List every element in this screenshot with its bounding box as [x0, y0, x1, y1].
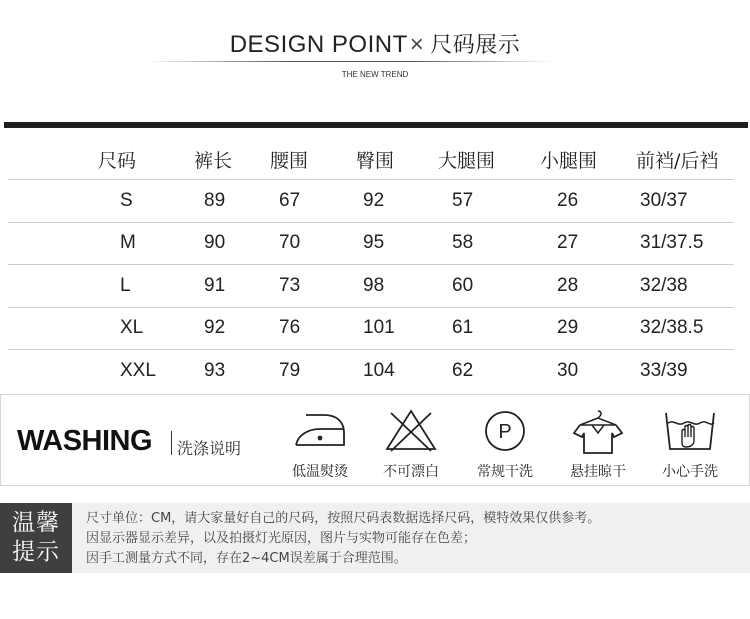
cell-hip: 95 [363, 232, 385, 254]
cell-rise: 32/38 [640, 274, 688, 296]
table-row [8, 180, 734, 223]
cell-length: 92 [204, 317, 226, 339]
cell-calf: 27 [557, 232, 579, 254]
header-waist: 腰围 [270, 150, 309, 172]
cell-hip: 101 [363, 317, 395, 339]
washing-divider [171, 431, 172, 455]
table-row [8, 308, 734, 351]
header-thigh: 大腿围 [438, 150, 496, 172]
tips-text [86, 509, 600, 569]
table-header-row [8, 140, 734, 180]
wash-item-dryclean [467, 403, 543, 483]
cell-thigh: 60 [452, 274, 474, 296]
cell-size: L [120, 274, 131, 296]
table-row [8, 265, 734, 308]
header-length: 裤长 [194, 150, 233, 172]
cell-calf: 28 [557, 274, 579, 296]
cell-rise: 30/37 [640, 189, 688, 211]
page-title [0, 28, 750, 59]
wash-label-hang: 悬挂晾干 [570, 464, 626, 480]
cell-hip: 98 [363, 274, 385, 296]
svg-text:P: P [498, 421, 512, 443]
title-separator: × [409, 31, 425, 58]
hand-wash-icon [662, 407, 718, 455]
cell-size: M [120, 232, 136, 254]
tips-line: 尺寸单位：CM，请大家量好自己的尺码，按照尺码表数据选择尺码，模特效果仅供参考。 [86, 511, 601, 526]
cell-size: S [120, 189, 133, 211]
page-header [0, 0, 750, 120]
cell-thigh: 58 [452, 232, 474, 254]
cell-calf: 26 [557, 189, 579, 211]
cell-rise: 32/38.5 [640, 317, 704, 339]
no-bleach-icon [383, 407, 439, 453]
tips-line: 因显示器显示差异，以及拍摄灯光原因，图片与实物可能存在色差； [86, 531, 477, 546]
wash-item-iron [282, 403, 358, 483]
page-subtitle: THE NEW TREND [341, 70, 409, 79]
cell-rise: 33/39 [640, 360, 688, 382]
wash-item-bleach [373, 403, 449, 483]
washing-instructions-panel [0, 394, 750, 486]
cell-calf: 30 [557, 360, 579, 382]
wash-item-hang [560, 403, 636, 483]
tips-label [0, 503, 72, 573]
header-hip: 臀围 [356, 150, 395, 172]
header-rise: 前裆/后裆 [636, 150, 719, 172]
cell-thigh: 62 [452, 360, 474, 382]
cell-length: 93 [204, 360, 226, 382]
wash-item-handwash [652, 403, 728, 483]
cell-rise: 31/37.5 [640, 232, 704, 254]
tips-section [0, 503, 750, 573]
cell-size: XXL [120, 360, 156, 382]
cell-thigh: 61 [452, 317, 474, 339]
cell-waist: 67 [279, 189, 301, 211]
size-chart-table [8, 140, 734, 393]
title-chinese: 尺码展示 [430, 33, 521, 58]
wash-label-iron: 低温熨烫 [292, 464, 348, 480]
washing-title: WASHING [17, 425, 153, 457]
header-divider-bar [4, 122, 748, 128]
wash-label-dryclean: 常规干洗 [477, 464, 533, 480]
hang-dry-icon [570, 407, 626, 455]
cell-size: XL [120, 317, 144, 339]
cell-length: 89 [204, 189, 226, 211]
cell-length: 90 [204, 232, 226, 254]
tips-line: 因手工测量方式不同，存在2~4CM误差属于合理范围。 [86, 551, 407, 566]
cell-thigh: 57 [452, 189, 474, 211]
title-underline [145, 61, 555, 62]
table-row [8, 223, 734, 266]
cell-waist: 73 [279, 274, 301, 296]
wash-label-bleach: 不可漂白 [383, 464, 439, 480]
iron-low-temp-icon [290, 407, 350, 451]
tips-label-line1: 温馨 [12, 510, 60, 536]
cell-waist: 79 [279, 360, 301, 382]
title-english: DESIGN POINT [229, 31, 408, 58]
dry-clean-p-icon [481, 407, 529, 453]
header-size: 尺码 [98, 150, 137, 172]
cell-waist: 70 [279, 232, 301, 254]
cell-hip: 92 [363, 189, 385, 211]
cell-length: 91 [204, 274, 226, 296]
cell-hip: 104 [363, 360, 395, 382]
cell-calf: 29 [557, 317, 579, 339]
washing-subtitle: 洗涤说明 [177, 439, 242, 458]
header-calf: 小腿围 [540, 150, 598, 172]
cell-waist: 76 [279, 317, 301, 339]
tips-label-line2: 提示 [12, 539, 60, 565]
table-row [8, 350, 734, 393]
wash-label-handwash: 小心手洗 [662, 464, 718, 480]
